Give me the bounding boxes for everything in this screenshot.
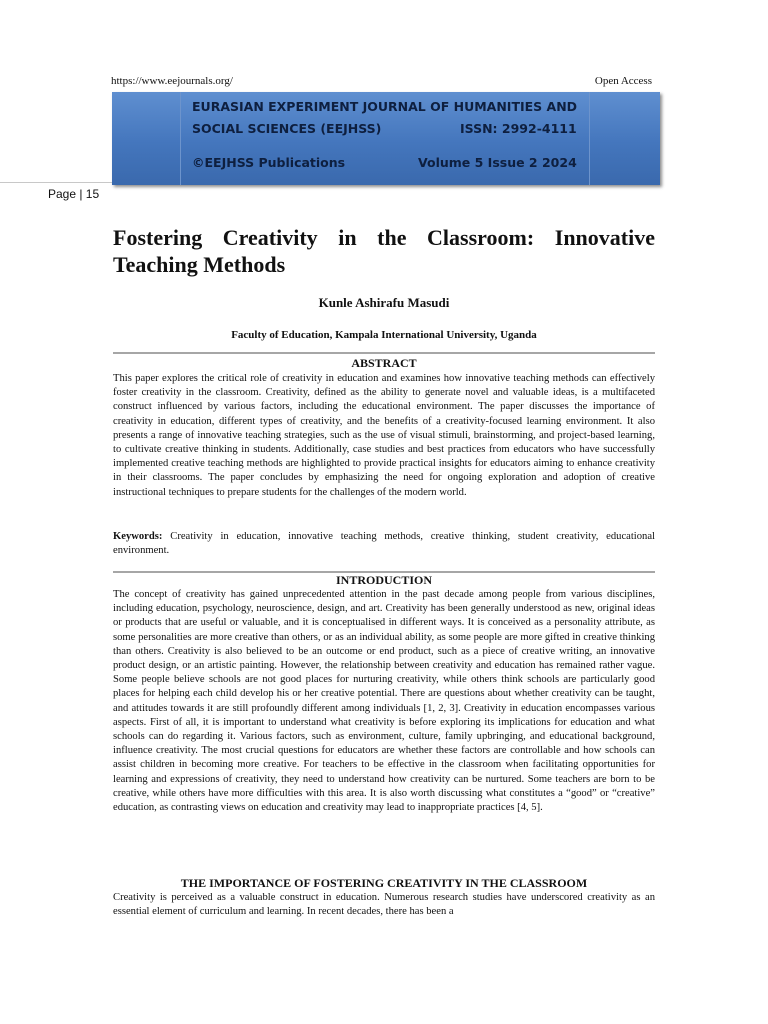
abstract-text: This paper explores the critical role of creativity in education and examines how innovative teaching methods can effectively foster creativity in the classroom. Creativity, defined as the ability to generate novel and valuable ideas, is a multifaceted construct influenced by various factors, including the educational environment. The paper discusses the importance of creativity in education, different types of creativity, and the benefits of a creativity-focused learning environment. It also presents a range of innovative teaching strategies, such as the use of visual stimuli, brainstorming, and project-based learning, to cultivate creative thinking in students. Additionally, case studies and best practices from educators who have successfully implemented creative teaching methods are highlighted to provide practical insights for educators aiming to enhance creativity in their classrooms. The paper concludes by emphasizing the need for ongoing exploration and adoption of creative instructional techniques to prepare students for the challenges of the modern world. xyxy=(113,373,655,498)
introduction-heading: INTRODUCTION xyxy=(335,573,432,587)
author-affiliation: Faculty of Education, Kampala International University, Uganda xyxy=(231,329,537,341)
keywords-list: Creativity in education, innovative teaching methods, creative thinking, student creativity, educational environment. xyxy=(113,531,655,557)
keywords xyxy=(113,530,655,558)
abstract-top-rule xyxy=(113,352,655,354)
page-number: Page | 15 xyxy=(48,187,100,201)
open-access-label: Open Access xyxy=(594,75,652,87)
abstract-heading: ABSTRACT xyxy=(351,356,417,370)
journal-name-line1: EURASIAN EXPERIMENT JOURNAL OF HUMANITIES AND xyxy=(192,99,578,114)
paper-author: Kunle Ashirafu Masudi xyxy=(318,295,450,310)
journal-url[interactable]: https://www.eejournals.org/ xyxy=(111,75,233,87)
journal-issn: ISSN: 2992-4111 xyxy=(460,121,577,136)
volume-issue: Volume 5 Issue 2 2024 xyxy=(418,155,577,170)
importance-heading: THE IMPORTANCE OF FOSTERING CREATIVITY IN THE CLASSROOM xyxy=(180,876,588,890)
publisher: ©EEJHSS Publications xyxy=(192,155,346,170)
introduction-text: The concept of creativity has gained unprecedented attention in the past decade among people from various disciplines, including education, psychology, neuroscience, design, and art. Creativity has been generally understood as new, original ideas or products that are useful or valuable, and it is conceptualised in different ways. It is conceived as a personality attribute, as some personalities are more creative than others, or as an individual ability, as some people are more gifted in creative thinking than others. Creativity is also believed to be an outcome or end product, such as a piece of creative writing, an innovative product design, or an artistic painting. However, the relationship between creativity and education has remained rather vague. Some people believe schools are not good places for nurturing creativity, while others think schools are particularly good places for helping each child develop his or her creative potential. There are questions about whether creativity can be taught, and attitudes towards it are still profoundly different among individuals [1, 2, 3]. Creativity in education encompasses various aspects. First of all, it is important to understand what creativity is before exploring its implications for education and what schools can do regarding it. Various factors, such as environment, culture, family upbringing, and educational background, influence creativity. The most crucial questions for educators are whether these factors are controllable and how schools can assist children in becoming more creative. For teachers to be effective in the classroom when facilitating opportunities for learning and expressions of creativity, they need to understand how creativity can be nurtured. Some teachers are born to be creative, while others have more difficulties with this area. It is also worth discussing what constitutes a “good” or “creative” education, as contrasting views on education and creativity may lead to inappropriate practices [4, 5]. xyxy=(113,589,655,814)
journal-banner xyxy=(112,92,660,185)
banner-divider-left xyxy=(180,92,181,185)
importance-text: Creativity is perceived as a valuable construct in education. Numerous research studies have underscored creativity as an essential element of curriculum and learning. In recent decades, there has been a xyxy=(113,892,655,918)
page-rule xyxy=(0,182,112,183)
keywords-label: Keywords: xyxy=(113,531,163,542)
journal-name-line2: SOCIAL SCIENCES (EEJHSS) xyxy=(192,121,382,136)
banner-divider-right xyxy=(589,92,590,185)
paper-title: Fostering Creativity in the Classroom: Innovative Teaching Methods xyxy=(113,225,655,277)
